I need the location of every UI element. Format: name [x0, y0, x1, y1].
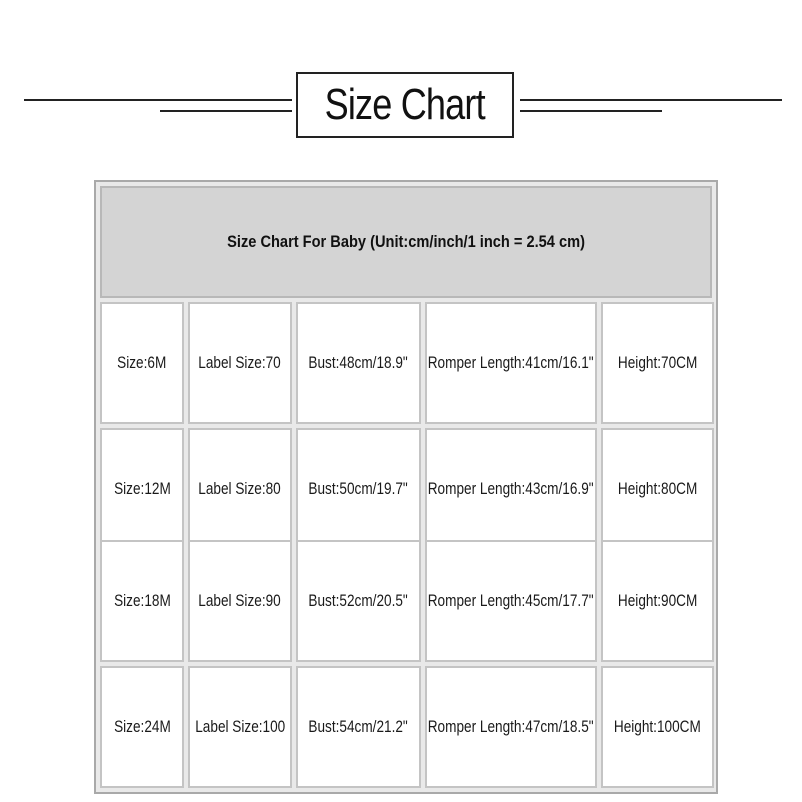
table-cell-bust [296, 302, 421, 424]
decorative-rule-right-long [520, 99, 782, 101]
table-cell-size [100, 428, 184, 550]
table-cell-text: Size:24M [113, 717, 171, 736]
table-cell-romper-length [425, 666, 597, 788]
table-cell-height [601, 666, 714, 788]
table-cell-label-size [188, 302, 292, 424]
table-cell-text: Label Size:70 [198, 353, 282, 372]
size-chart-table-body [100, 186, 712, 788]
table-cell-height [601, 302, 714, 424]
table-cell-text: Label Size:80 [198, 479, 282, 498]
table-cell-text: Romper Length:41cm/16.1" [428, 353, 594, 372]
decorative-rule-right-short [520, 110, 662, 112]
table-cell-text: Height:70CM [617, 353, 698, 372]
table-cell-text: Size:6M [117, 353, 167, 372]
table-row [100, 302, 712, 424]
table-cell-text: Bust:50cm/19.7" [308, 479, 409, 498]
table-cell-text: Label Size:100 [195, 717, 286, 736]
table-cell-bust [296, 428, 421, 550]
table-cell-text: Romper Length:45cm/17.7" [428, 591, 594, 610]
table-cell-size [100, 302, 184, 424]
page-header [0, 0, 802, 160]
title-box [296, 72, 514, 138]
table-cell-text: Romper Length:43cm/16.9" [428, 479, 594, 498]
table-cell-text: Romper Length:47cm/18.5" [428, 717, 594, 736]
table-cell-label-size [188, 666, 292, 788]
table-cell-romper-length [425, 540, 597, 662]
table-cell-label-size [188, 540, 292, 662]
table-cell-label-size [188, 428, 292, 550]
table-cell-text: Label Size:90 [198, 591, 282, 610]
table-cell-height [601, 428, 714, 550]
table-row [100, 428, 712, 550]
table-cell-text: Height:80CM [617, 479, 698, 498]
table-cell-bust [296, 540, 421, 662]
table-cell-text: Bust:54cm/21.2" [308, 717, 409, 736]
table-caption-cell [100, 186, 712, 298]
table-cell-size [100, 666, 184, 788]
table-caption: Size Chart For Baby (Unit:cm/inch/1 inch = 2.54 cm) [227, 232, 585, 251]
table-cell-text: Height:90CM [617, 591, 698, 610]
size-chart-table [94, 180, 718, 794]
decorative-rule-left-long [24, 99, 292, 101]
page-title: Size Chart [324, 80, 486, 129]
table-row [100, 540, 712, 662]
table-cell-romper-length [425, 302, 597, 424]
table-cell-romper-length [425, 428, 597, 550]
table-cell-text: Bust:48cm/18.9" [308, 353, 409, 372]
decorative-rule-left-short [160, 110, 292, 112]
table-cell-text: Size:12M [113, 479, 171, 498]
table-row [100, 666, 712, 788]
table-cell-text: Height:100CM [614, 717, 701, 736]
table-cell-height [601, 540, 714, 662]
table-cell-text: Bust:52cm/20.5" [308, 591, 409, 610]
table-cell-text: Size:18M [113, 591, 171, 610]
table-cell-bust [296, 666, 421, 788]
table-cell-size [100, 540, 184, 662]
